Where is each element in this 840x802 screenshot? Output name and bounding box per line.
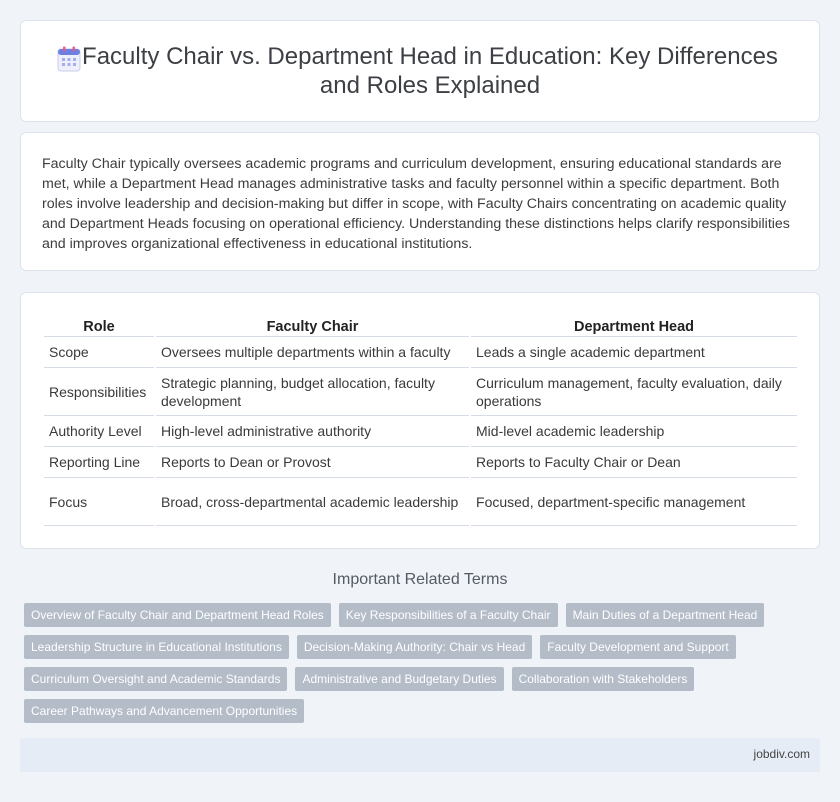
row-label: Scope <box>44 337 154 368</box>
column-header-department-head: Department Head <box>471 314 797 337</box>
table-row <box>44 478 797 526</box>
column-header-role: Role <box>44 314 154 337</box>
row-label: Authority Level <box>44 416 154 447</box>
row-label: Focus <box>44 478 154 526</box>
related-term-tag[interactable]: Key Responsibilities of a Faculty Chair <box>339 603 558 627</box>
related-terms-heading: Important Related Terms <box>332 571 508 588</box>
table-header-row <box>44 314 797 337</box>
faculty-chair-cell: Broad, cross-departmental academic leadership <box>156 478 469 526</box>
faculty-chair-cell: High-level administrative authority <box>156 416 469 447</box>
related-term-tag[interactable]: Curriculum Oversight and Academic Standards <box>24 667 287 691</box>
summary-card <box>20 132 820 271</box>
footer <box>20 738 820 772</box>
footer-site-link[interactable]: jobdiv.com <box>753 747 810 761</box>
header-card <box>20 20 820 122</box>
table-row <box>44 368 797 416</box>
comparison-table <box>42 314 799 526</box>
department-head-cell: Focused, department-specific management <box>471 478 797 526</box>
related-terms-list <box>24 603 804 731</box>
department-head-cell: Leads a single academic department <box>471 337 797 368</box>
department-head-cell: Reports to Faculty Chair or Dean <box>471 447 797 478</box>
row-label: Responsibilities <box>44 368 154 416</box>
faculty-chair-cell: Oversees multiple departments within a faculty <box>156 337 469 368</box>
related-term-tag[interactable]: Collaboration with Stakeholders <box>512 667 695 691</box>
department-head-cell: Curriculum management, faculty evaluation, daily operations <box>471 368 797 416</box>
column-header-faculty-chair: Faculty Chair <box>156 314 469 337</box>
related-term-tag[interactable]: Decision-Making Authority: Chair vs Head <box>297 635 532 659</box>
related-term-tag[interactable]: Career Pathways and Advancement Opportunities <box>24 699 304 723</box>
page-title: Faculty Chair vs. Department Head in Education: Key Differences and Roles Explained <box>82 43 778 99</box>
table-card <box>20 292 820 549</box>
faculty-chair-cell: Reports to Dean or Provost <box>156 447 469 478</box>
table-row <box>44 337 797 368</box>
table-row <box>44 447 797 478</box>
summary-text: Faculty Chair typically oversees academic programs and curriculum development, ensuring educational standards are met, while a Department Head manages administrative tasks and faculty personnel within a specific department. Both roles involve leadership and decision-making but differ in scope, with Faculty Chairs concentrating on academic quality and Department Heads focusing on operational efficiency. Understanding these distinctions helps clarify responsibilities and improves organizational effectiveness in educational institutions. <box>42 156 790 252</box>
related-term-tag[interactable]: Leadership Structure in Educational Institutions <box>24 635 289 659</box>
table-row <box>44 416 797 447</box>
department-head-cell: Mid-level academic leadership <box>471 416 797 447</box>
related-term-tag[interactable]: Overview of Faculty Chair and Department Head Roles <box>24 603 331 627</box>
related-term-tag[interactable]: Administrative and Budgetary Duties <box>295 667 503 691</box>
row-label: Reporting Line <box>44 447 154 478</box>
related-term-tag[interactable]: Main Duties of a Department Head <box>566 603 765 627</box>
related-term-tag[interactable]: Faculty Development and Support <box>540 635 735 659</box>
faculty-chair-cell: Strategic planning, budget allocation, faculty development <box>156 368 469 416</box>
